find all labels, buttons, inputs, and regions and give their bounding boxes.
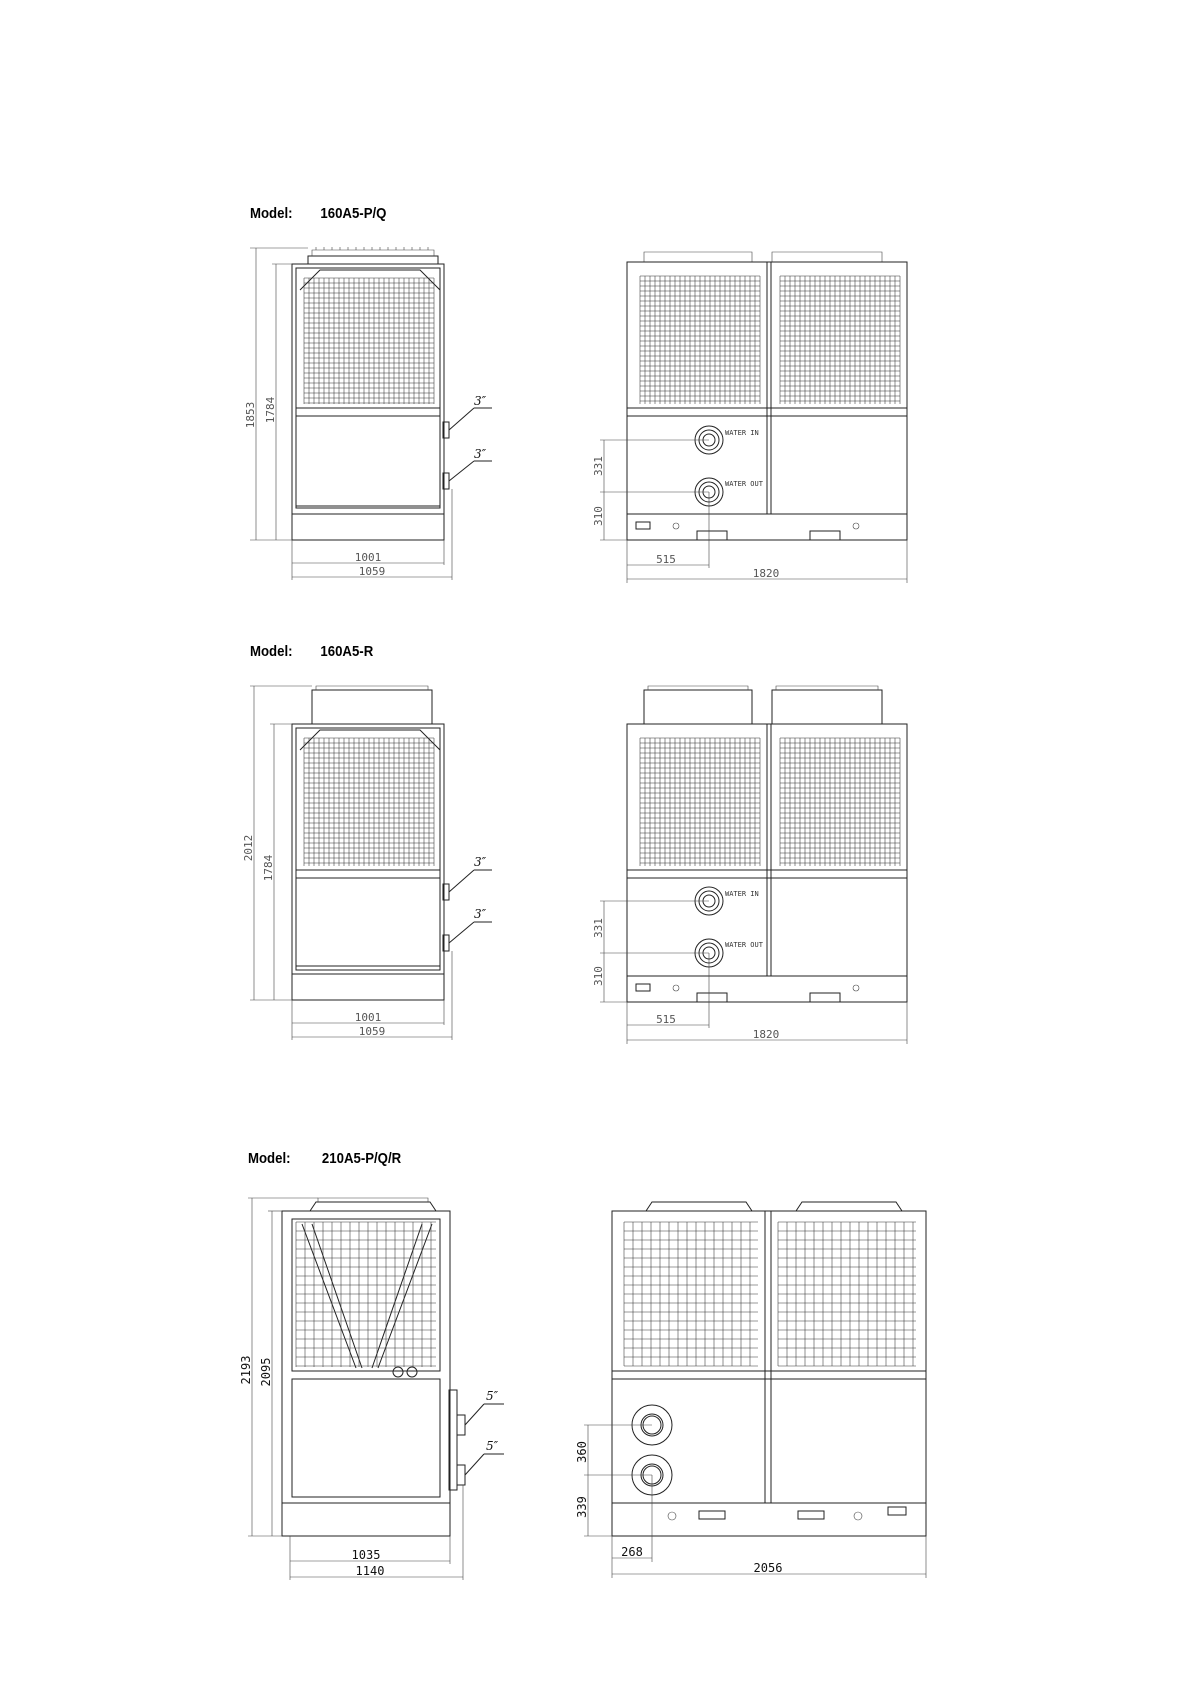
dim-width-inner: 1035 — [351, 1548, 381, 1562]
model-name: 160A5-R — [320, 643, 374, 660]
dim-width-outer: 1059 — [358, 565, 386, 578]
dim-width: 1820 — [752, 1028, 780, 1041]
dim-width: 2056 — [753, 1561, 783, 1575]
dim-height-outlet: 339 — [575, 1496, 589, 1518]
water-out-label: WATER OUT — [725, 480, 763, 488]
pipe-size-inlet: 3″ — [474, 855, 487, 869]
water-in-label: WATER IN — [725, 890, 759, 898]
pipe-size-inlet: 3″ — [474, 394, 487, 408]
dim-height-inlet: 331 — [592, 456, 605, 476]
dim-width-outer: 1140 — [355, 1564, 385, 1578]
dim-height-inlet: 331 — [592, 918, 605, 938]
dim-width: 1820 — [752, 567, 780, 580]
pipe-size-outlet: 3″ — [474, 447, 487, 461]
model-label: Model: — [248, 1150, 291, 1167]
pipe-size-inlet: 5″ — [486, 1389, 499, 1403]
pipe-size-outlet: 3″ — [474, 907, 487, 921]
model-label: Model: — [250, 643, 293, 660]
dim-height-inlet: 360 — [575, 1441, 589, 1463]
model-name: 160A5-P/Q — [320, 205, 387, 222]
dim-height-body: 2095 — [259, 1357, 273, 1387]
dim-height-body: 1784 — [262, 854, 275, 882]
water-in-label: WATER IN — [725, 429, 759, 437]
dim-width-inner: 1001 — [354, 551, 382, 564]
unit-body — [612, 1202, 926, 1536]
coil-mesh — [624, 1222, 916, 1366]
dim-offset: 515 — [656, 553, 676, 566]
model-name: 210A5-P/Q/R — [321, 1150, 402, 1167]
water-out-label: WATER OUT — [725, 941, 763, 949]
model-label: Model: — [250, 205, 293, 222]
dim-height-body: 1784 — [264, 396, 277, 424]
dim-offset: 515 — [656, 1013, 676, 1026]
dim-height-total: 2012 — [242, 834, 255, 862]
dim-height-total: 1853 — [244, 401, 257, 429]
dim-offset: 268 — [621, 1545, 643, 1559]
pipe-size-outlet: 5″ — [486, 1439, 499, 1453]
dim-height-outlet: 310 — [592, 506, 605, 526]
dim-height-outlet: 310 — [592, 966, 605, 986]
dim-width-outer: 1059 — [358, 1025, 386, 1038]
dim-width-inner: 1001 — [354, 1011, 382, 1024]
dim-height-total: 2193 — [239, 1355, 253, 1385]
